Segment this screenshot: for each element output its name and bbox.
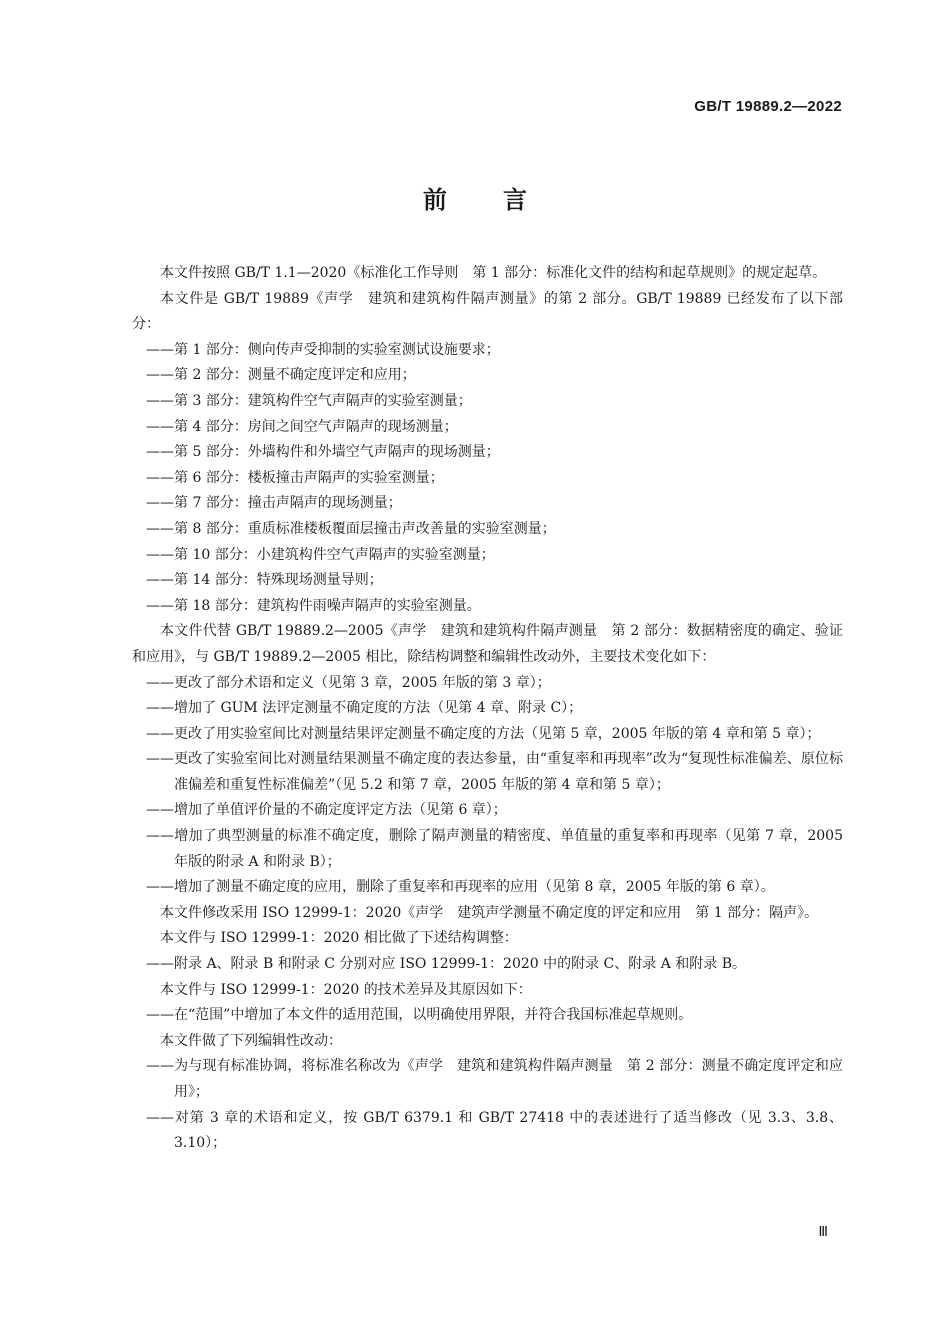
- list-item: ——附录 A、附录 B 和附录 C 分别对应 ISO 12999-1：2020 中的附录 C、附录 A 和附录 B。: [146, 956, 747, 973]
- list-item: ——为与现有标准协调，将标准名称改为《声学 建筑和建筑构件隔声测量 第 2 部分：测量不确定度评定和应用》；: [146, 1058, 843, 1100]
- paragraph: 本文件修改采用 ISO 12999-1：2020《声学 建筑声学测量不确定度的评定和应用 第 1 部分：隔声》。: [160, 904, 819, 921]
- list-item: ——第 6 部分：楼板撞击声隔声的实验室测量；: [146, 469, 444, 486]
- list-item: ——第 8 部分：重质标准楼板覆面层撞击声改善量的实验室测量；: [146, 520, 556, 537]
- list-item: ——第 2 部分：测量不确定度评定和应用；: [146, 367, 416, 384]
- list-item: ——第 4 部分：房间之间空气声隔声的现场测量；: [146, 418, 458, 435]
- paragraph: 本文件做了下列编辑性改动：: [160, 1032, 342, 1049]
- list-item: ——第 10 部分：小建筑构件空气声隔声的实验室测量；: [146, 546, 495, 563]
- list-item: ——更改了实验室间比对测量结果测量不确定度的表达参量，由“重复率和再现率”改为“复现性标准偏差、原位标准偏差和重复性标准偏差”（见 5.2 和第 7 章，2005 年版的第 4 章和第 5 章）；: [146, 751, 843, 793]
- list-item: ——第 5 部分：外墙构件和外墙空气声隔声的现场测量；: [146, 444, 500, 461]
- list-item: ——增加了 GUM 法评定测量不确定度的方法（见第 4 章、附录 C）；: [146, 700, 583, 717]
- paragraph: 本文件代替 GB/T 19889.2—2005《声学 建筑和建筑构件隔声测量 第 2 部分：数据精密度的确定、验证和应用》，与 GB/T 19889.2—2005 相比，除结构调整和编辑性改动外，主要技术变化如下：: [132, 623, 843, 665]
- page-number: Ⅲ: [818, 1225, 828, 1240]
- list-item: ——第 18 部分：建筑构件雨噪声隔声的实验室测量。: [146, 597, 481, 614]
- list-item: ——第 7 部分：撞击声隔声的现场测量；: [146, 495, 402, 512]
- list-item: ——增加了单值评价量的不确定度评定方法（见第 6 章）；: [146, 802, 507, 819]
- standard-number: GB/T 19889.2—2022: [694, 98, 842, 115]
- list-item: ——增加了典型测量的标准不确定度，删除了隔声测量的精密度、单值量的重复率和再现率（见第 7 章，2005 年版的附录 A 和附录 B）；: [146, 828, 843, 870]
- list-item: ——第 3 部分：建筑构件空气声隔声的实验室测量；: [146, 392, 472, 409]
- paragraph: 本文件与 ISO 12999-1：2020 相比做了下述结构调整：: [160, 930, 518, 947]
- list-item: ——第 1 部分：侧向传声受抑制的实验室测试设施要求；: [146, 341, 500, 358]
- list-item: ——更改了用实验室间比对测量结果评定测量不确定度的方法（见第 5 章，2005 年版的第 4 章和第 5 章）；: [146, 725, 821, 742]
- list-item: ——在“范围”中增加了本文件的适用范围，以明确使用界限，并符合我国标准起草规则。: [146, 1007, 693, 1024]
- paragraph: 本文件按照 GB/T 1.1—2020《标准化工作导则 第 1 部分：标准化文件的结构和起草规则》的规定起草。: [160, 265, 827, 281]
- list-item: ——增加了测量不确定度的应用，删除了重复率和再现率的应用（见第 8 章，2005 年版的第 6 章）。: [146, 879, 775, 896]
- page-title: 前言: [423, 186, 583, 214]
- foreword-body: [132, 261, 843, 1157]
- paragraph: 本文件是 GB/T 19889《声学 建筑和建筑构件隔声测量》的第 2 部分。GB/T 19889 已经发布了以下部分：: [132, 290, 843, 333]
- list-item: ——对第 3 章的术语和定义，按 GB/T 6379.1 和 GB/T 27418 中的表述进行了适当修改（见 3.3、3.8、3.10）；: [146, 1109, 843, 1152]
- list-item: ——第 14 部分：特殊现场测量导则；: [146, 572, 383, 589]
- list-item: ——更改了部分术语和定义（见第 3 章，2005 年版的第 3 章）；: [146, 674, 551, 691]
- paragraph: 本文件与 ISO 12999-1：2020 的技术差异及其原因如下：: [160, 981, 532, 998]
